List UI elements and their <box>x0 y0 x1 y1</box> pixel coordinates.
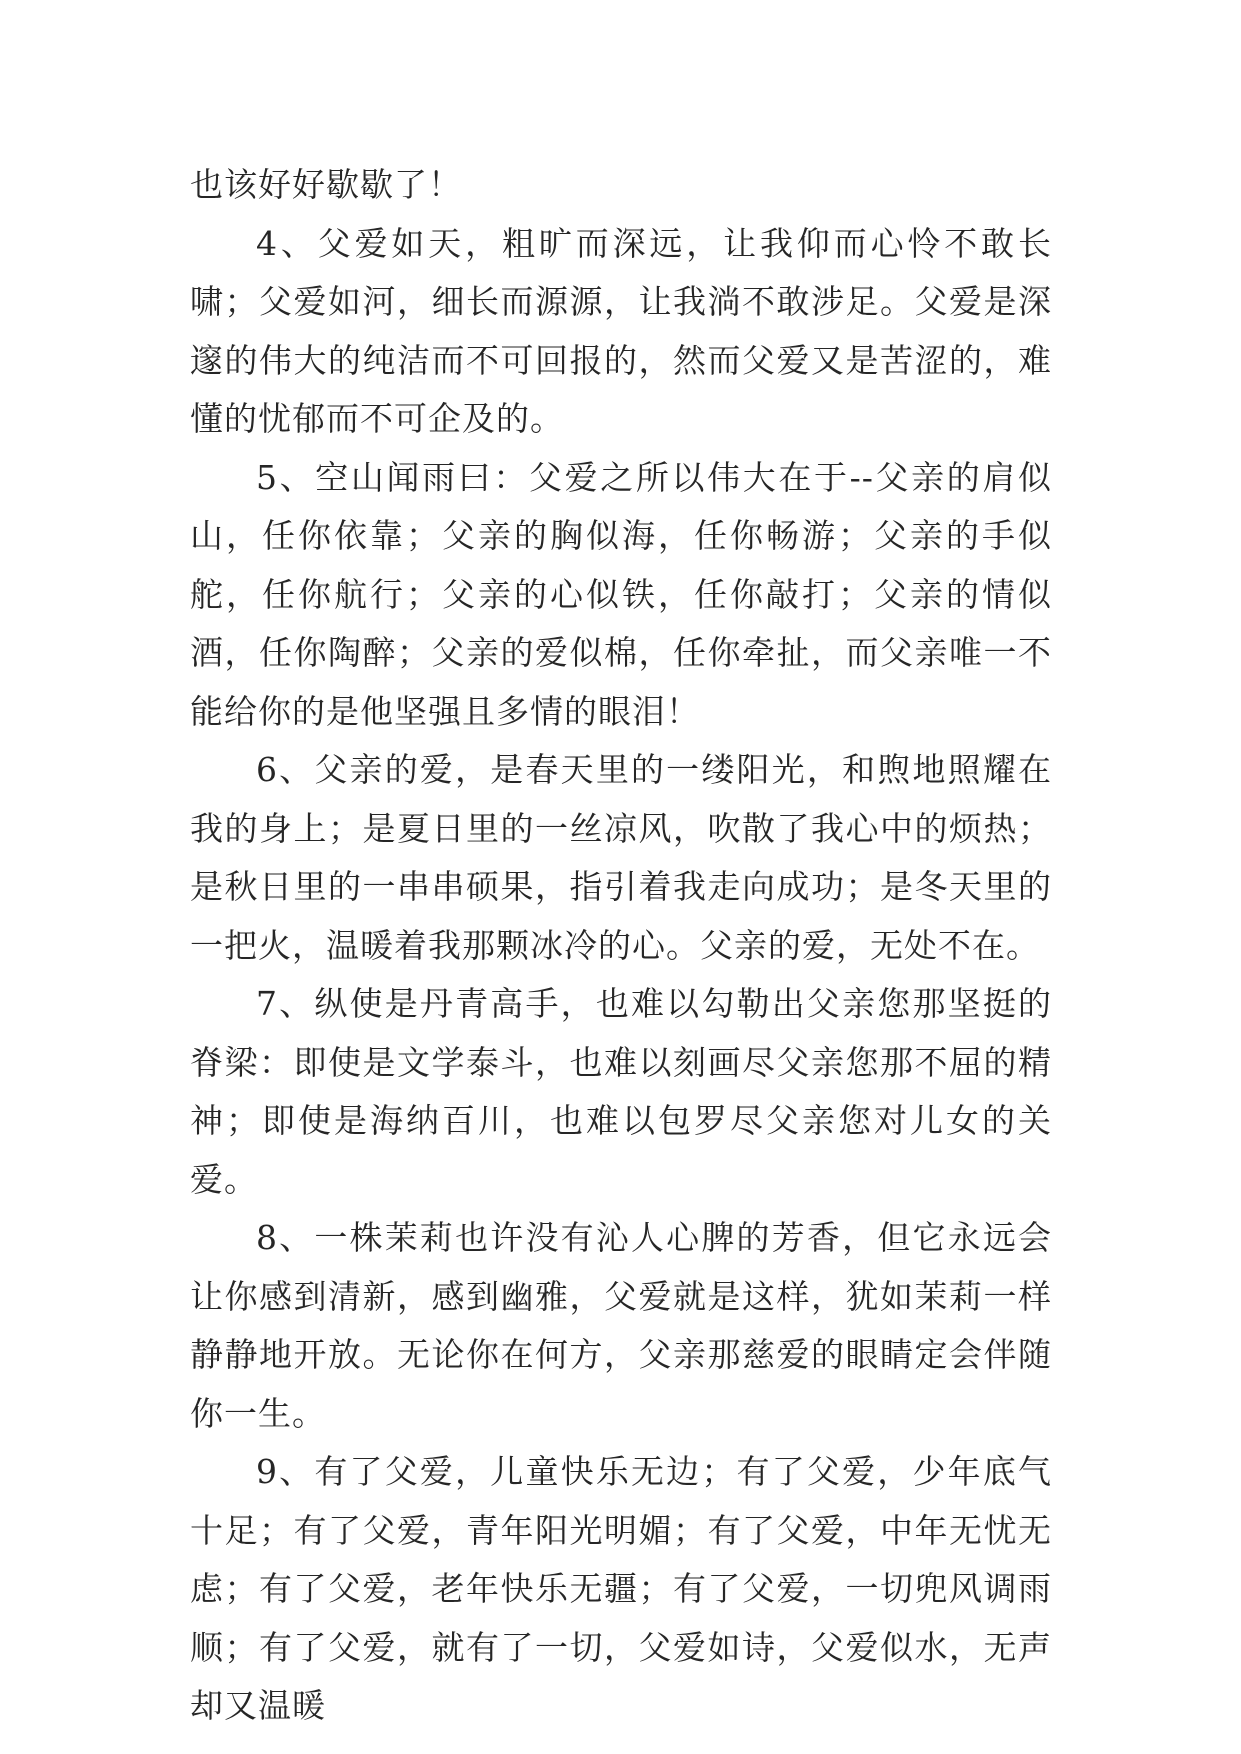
paragraph-5: 5、空山闻雨曰：父爱之所以伟大在于--父亲的肩似山，任你依靠；父亲的胸似海，任你畅游；父亲的手似舵，任你航行；父亲的心似铁，任你敲打；父亲的情似酒，任你陶醉；父亲的爱似棉，任你牵扯，而父亲唯一不能给你的是他坚强且多情的眼泪！ <box>190 457 1052 731</box>
paragraph-6: 6、父亲的爱，是春天里的一缕阳光，和煦地照耀在我的身上；是夏日里的一丝凉风，吹散了我心中的烦热；是秋日里的一串串硕果，指引着我走向成功；是冬天里的一把火，温暖着我那颗冰冷的心。父亲的爱，无处不在。 <box>190 750 1052 965</box>
paragraph-continuation: 也该好好歇歇了！ <box>190 165 462 204</box>
paragraph-9: 9、有了父爱，儿童快乐无边；有了父爱，少年底气十足；有了父爱，青年阳光明媚；有了父爱，中年无忧无虑；有了父爱，老年快乐无疆；有了父爱，一切兜风调雨顺；有了父爱，就有了一切，父爱如诗，父爱似水，无声却又温暖 <box>190 1452 1052 1725</box>
paragraph-7: 7、纵使是丹青高手，也难以勾勒出父亲您那坚挺的脊梁：即使是文学泰斗，也难以刻画尽父亲您那不屈的精神；即使是海纳百川，也难以包罗尽父亲您对儿女的关爱。 <box>190 984 1052 1199</box>
document-body <box>190 156 1052 1736</box>
paragraph-4: 4、父爱如天，粗旷而深远，让我仰而心怜不敢长啸；父爱如河，细长而源源，让我淌不敢涉足。父爱是深邃的伟大的纯洁而不可回报的，然而父爱又是苦涩的，难懂的忧郁而不可企及的。 <box>190 223 1052 438</box>
paragraph-8: 8、一株茉莉也许没有沁人心脾的芳香，但它永远会让你感到清新，感到幽雅，父爱就是这样，犹如茉莉一样静静地开放。无论你在何方，父亲那慈爱的眼睛定会伴随你一生。 <box>190 1218 1052 1433</box>
